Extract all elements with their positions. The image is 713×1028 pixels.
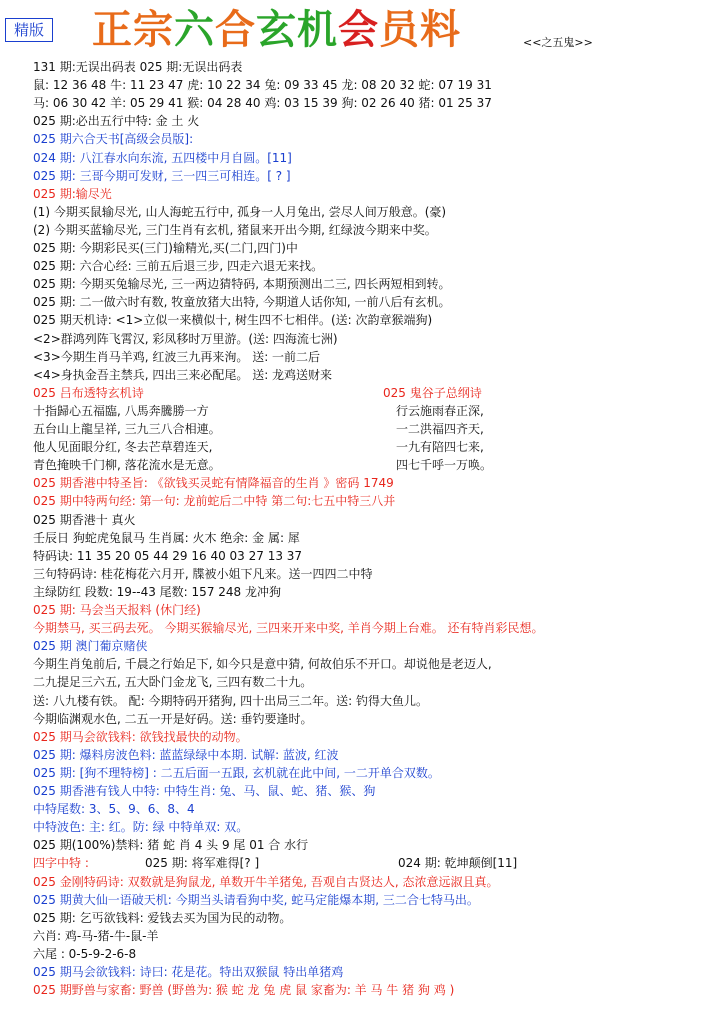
text-line: 025 期马会欲钱料: 诗曰: 花是花。特出双猴鼠 特出单猪鸡	[33, 965, 344, 979]
text-line: 025 期天机诗: <1>立似一来横似十, 树生四不七相伴。(送: 次韵章猴端狗)	[33, 313, 433, 328]
split-right: 024 期: 乾坤颠倒[11]	[398, 856, 518, 871]
poem-left-title: 025 吕布透特玄机诗	[33, 385, 144, 400]
text-line: 025 期香港有钱人中特: 中特生肖: 兔、马、鼠、蛇、猪、猴、狗	[33, 784, 376, 798]
text-line: 025 期:输尽光	[33, 186, 112, 201]
text-line: 025 期(100%)禁料: 猪 蛇 肖 4 头 9 尾 01 合 水行	[33, 838, 309, 853]
text-line: 025 期马会欲钱料: 欲钱找最快的动物。	[33, 729, 248, 744]
text-line: 今期临渊观水色, 二五一开是好码。送: 垂钓要逢时。	[33, 711, 313, 726]
text-line: (1) 今期买鼠输尽光, 山人海蛇五行中, 孤身一人月兔出, 尝尽人间万般意。(豪)	[33, 204, 447, 219]
text-line: 鼠: 12 36 48 牛: 11 23 47 虎: 10 22 34 兔: 09 33 45 龙: 08 20 32 蛇: 07 19 31	[33, 78, 492, 93]
poem-right-title: 025 鬼谷子总纲诗	[383, 385, 482, 400]
text-line: 025 期中特两句经: 第一句: 龙前蛇后二中特 第二句:七五中特三八并	[33, 494, 396, 509]
poem-right-line: 一九有陪四七来,	[396, 440, 484, 455]
text-line: 送: 八九楼有铁。 配: 今期特码开猪狗, 四十出局三二年。送: 钓得大鱼儿。	[33, 693, 429, 708]
split-left-red: 四字中特 :	[33, 856, 89, 871]
text-line: 025 期: 爆料房波色料: 蓝蓝绿绿中本期. 试解: 蓝波, 红波	[33, 747, 339, 762]
text-line: 025 期: 马会当天报料 (休门经)	[33, 603, 201, 617]
text-line: 025 金刚特码诗: 双数就是狗鼠龙, 单数开牛羊猪兔, 吾观自古贤达人, 态浓意远淑且真。	[33, 874, 499, 889]
text-line: 025 期:必出五行中特: 金 土 火	[33, 114, 200, 129]
text-line: 025 期: 六合心经: 三前五后退三步, 四走六退无来找。	[33, 259, 324, 274]
title-char: 机	[297, 6, 338, 53]
text-line: 025 期: 今期彩民买(三门)输精光,买(二门,四门)中	[33, 241, 298, 255]
title-char: 宗	[133, 6, 174, 53]
split-mid: 025 期: 将军难得[? ]	[145, 856, 260, 871]
text-line: 025 期六合天书[高级会员版]:	[33, 132, 194, 147]
text-line: 024 期: 八江春水向东流, 五四楼中月自圆。[11]	[33, 150, 292, 165]
title-char: 玄	[256, 6, 297, 53]
text-line: 马: 06 30 42 羊: 05 29 41 猴: 04 28 40 鸡: 03 15 39 狗: 02 26 40 猪: 01 25 37	[33, 96, 492, 111]
text-line: <2>群鸿列阵飞霄汉, 彩凤移时万里游。(送: 四海流七洲)	[33, 331, 338, 346]
text-line: 二九提足三六五, 五大卧门金龙飞, 三四有数二十九。	[33, 675, 313, 690]
text-line: 025 期黄大仙一语破天机: 今期当头请看狗中奖, 蛇马定能爆本期, 三二合七特马出。	[33, 892, 479, 907]
text-line: 特码诀: 11 35 20 05 44 29 16 40 03 27 13 37	[33, 548, 303, 563]
text-line: 六肖: 鸡-马-猪-牛-鼠-羊	[33, 928, 159, 943]
text-line: 025 期: 乞丐欲钱料: 爱钱去买为国为民的动物。	[33, 910, 292, 925]
text-line: <4>身执金吾主禁兵, 四出三来必配尾。 送: 龙鸡送财来	[33, 367, 333, 382]
text-line: 六尾 : 0-5-9-2-6-8	[33, 946, 137, 961]
text-line: 中特波色: 主: 红。防: 绿 中特单双: 双。	[33, 820, 249, 835]
poem-left-line: 五台山上龍呈祥, 三九三八合相連。	[33, 422, 221, 436]
text-line: 025 期: 三哥今期可发财, 三一四三可相连。[ ? ]	[33, 168, 291, 183]
title-char: 正	[92, 6, 133, 53]
text-line: <3>今期生肖马羊鸡, 红波三九再来洵。 送: 一前二后	[33, 349, 321, 364]
title-char: 合	[215, 6, 256, 53]
text-line: 三句特码诗: 桂花梅花六月开, 牒被小姐下凡来。送一四四二中特	[33, 566, 373, 581]
text-line: 025 期 澳门葡京赌侠	[33, 639, 148, 654]
vip-badge: 精版	[5, 18, 53, 42]
text-line: 025 期: 今期买兔输尽光, 三一两边猜特码, 本期预测出二三, 四长两短相到转。	[33, 277, 451, 292]
title-char: 料	[420, 6, 461, 53]
text-line: 主绿防红 段数: 19--43 尾数: 157 248 龙冲狗	[33, 584, 281, 599]
text-line: 今期禁马, 买三码去死。 今期买猴输尽光, 三四来开来中奖, 羊肖今期上台难。 还有特肖彩民想。	[33, 621, 544, 636]
text-line: 025 期香港十 真火	[33, 512, 136, 527]
title-char: 员	[379, 6, 420, 53]
poem-right-line: 四七千呼一万唤。	[396, 458, 493, 473]
poem-left-line: 他人见面眼分红, 冬去芒草碧连天,	[33, 440, 213, 455]
poem-left-line: 青色掩映千门柳, 落花流水是无意。	[33, 458, 221, 473]
poem-right-line: 行云施雨春正深,	[396, 403, 484, 418]
text-line: 壬辰日 狗蛇虎兔鼠马 生肖属: 火木 绝余: 金 属: 犀	[33, 530, 300, 545]
poem-left-line: 十指歸心五福臨, 八馬奔騰勝一方	[33, 403, 209, 418]
title-char: 会	[338, 6, 379, 53]
poem-right-line: 一二洪福四齐天,	[396, 422, 484, 436]
text-line: 025 期: 二一做六时有数, 牧童放猪大出特, 今期道人话你知, 一前八后有玄机。	[33, 295, 451, 310]
text-line: 025 期: [狗不理特榜] : 二五后面一五跟, 玄机就在此中间, 一二开单合双数。	[33, 765, 440, 780]
text-line: 中特尾数: 3、5、9、6、8、4	[33, 802, 195, 817]
text-line: 025 期野兽与家畜: 野兽 (野兽为: 猴 蛇 龙 兔 虎 鼠 家畜为: 羊 马 牛 猪 狗 鸡 )	[33, 983, 455, 998]
text-line: 131 期:无误出码表 025 期:无误出码表	[33, 60, 243, 74]
text-line: 025 期香港中特圣旨: 《欲钱买灵蛇有情降福音的生肖 》密码 1749	[33, 476, 394, 491]
title-char: 六	[174, 6, 215, 53]
subtitle: <<之五鬼>>	[523, 36, 593, 49]
text-line: 今期生肖兔前后, 千晨之行始足下, 如今只是意中猜, 何故伯乐不开口。却说他是老迈人,	[33, 657, 492, 672]
page-title	[92, 6, 461, 54]
text-line: (2) 今期买蓝输尽光, 三门生肖有玄机, 猪鼠来开出今期, 红绿波今期来中奖。	[33, 222, 437, 237]
